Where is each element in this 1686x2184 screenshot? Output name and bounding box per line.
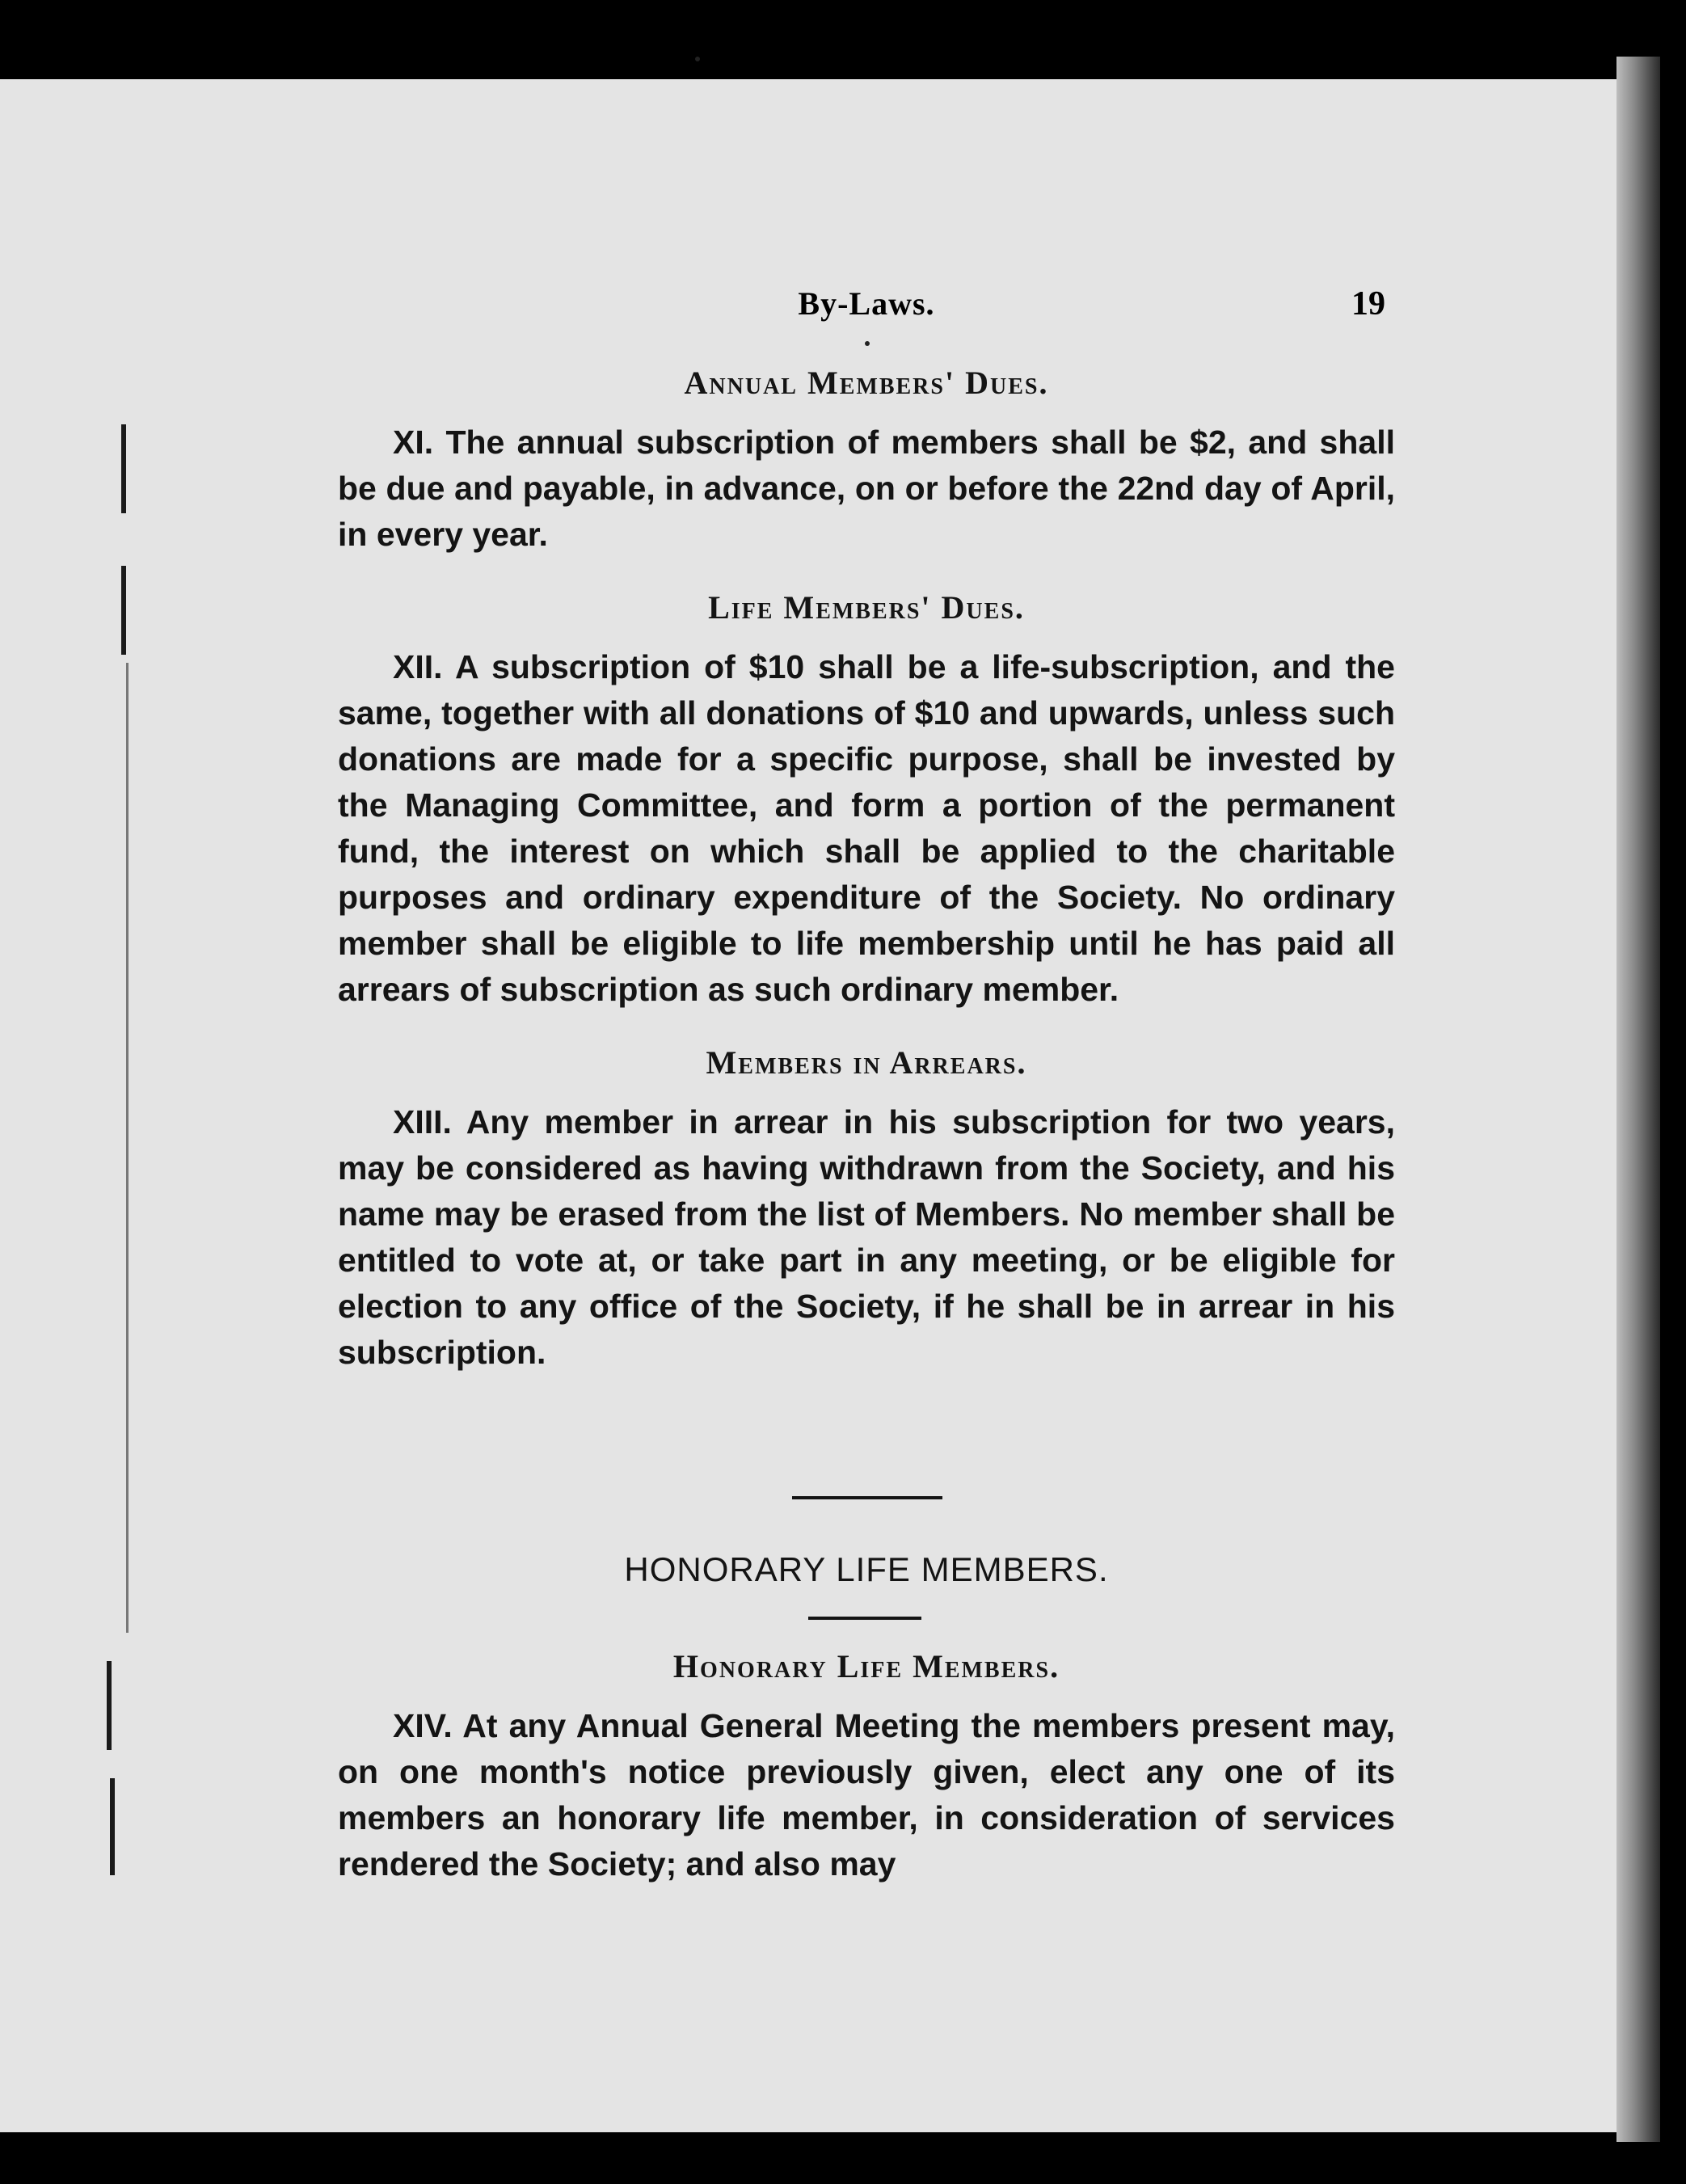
part-title: HONORARY LIFE MEMBERS.	[624, 1550, 1109, 1588]
binding-mark	[121, 566, 126, 655]
running-head	[338, 285, 1395, 333]
bylaw-xiv: XIV. At any Annual General Meeting the members present may, on one month's notice previously given, elect any one of its members an honorary life member, in consideration of services rendered the Society; and also may	[338, 1707, 1395, 1883]
section-heading-honorary: Honorary Life Members.	[672, 1648, 1060, 1684]
running-title: By-Laws.	[798, 285, 935, 322]
section-heading-annual-dues: Annual Members' Dues.	[684, 365, 1049, 401]
bylaw-xiii: XIII. Any member in arrear in his subscription for two years, may be considered as having withdrawn from the Society, and his name may be erased from the list of Members. No member shall be entitled to vote at, or take part in any meeting, or be eligible for election to any office of the Society, if he shall be in arrear in his subscription.	[338, 1103, 1395, 1371]
divider-rule	[792, 1496, 942, 1499]
part-title-block	[338, 1550, 1395, 1589]
body-text	[338, 364, 1395, 1376]
book-edge	[1616, 57, 1660, 2142]
final-section	[338, 1647, 1395, 1887]
binding-mark	[121, 424, 126, 513]
binding-mark	[126, 663, 129, 1633]
bylaw-xii: XII. A subscription of $10 shall be a life-subscription, and the same, together with all donations of $10 and upwards, unless such donations are made for a specific purpose, shall be invested by the Managing Committee, and form a portion of the permanent fund, the interest on which shall be applied to the charitable purposes and ordinary expenditure of the Society. No ordinary member shall be eligible to life membership until he has paid all arrears of subscription as such ordinary member.	[338, 648, 1395, 1008]
section-heading-life-dues: Life Members' Dues.	[708, 589, 1025, 626]
divider-rule	[808, 1617, 921, 1620]
binding-mark	[110, 1778, 115, 1875]
speck	[865, 341, 870, 346]
page-number: 19	[1351, 285, 1385, 323]
bylaw-xi: XI. The annual subscription of members shall be $2, and shall be due and payable, in advance, on or before the 22nd day of April, in every year.	[338, 424, 1395, 553]
speck	[695, 57, 700, 61]
binding-mark	[107, 1661, 112, 1750]
section-heading-arrears: Members in Arrears.	[706, 1044, 1027, 1081]
